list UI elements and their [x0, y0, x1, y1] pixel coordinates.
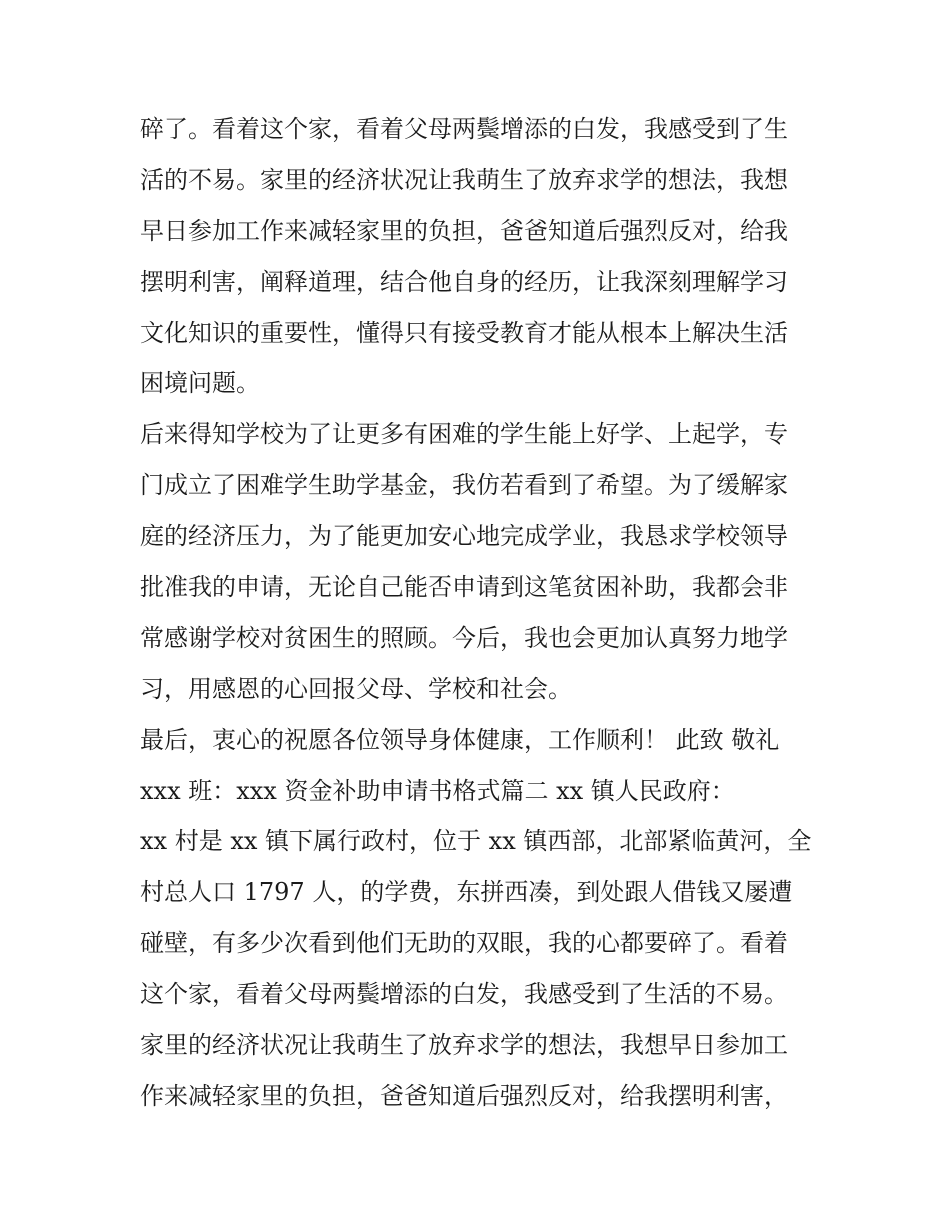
text-line: 碰壁，有多少次看到他们无助的双眼，我的心都要碎了。看着 [140, 929, 788, 958]
document-body [140, 104, 820, 1122]
text-line: 活的不易。家里的经济状况让我萌生了放弃求学的想法，我想 [140, 165, 788, 194]
text-line: 常感谢学校对贫困生的照顾。今后，我也会更加认真努力地学 [140, 623, 788, 652]
text-line: 困境问题。 [140, 369, 260, 398]
text-line: 庭的经济压力，为了能更加安心地完成学业，我恳求学校领导 [140, 522, 788, 551]
text-line: xxx 班：xxx 资金补助申请书格式篇二 xx 镇人民政府： [140, 776, 735, 805]
text-line: 文化知识的重要性，懂得只有接受教育才能从根本上解决生活 [140, 318, 788, 347]
text-line: 习，用感恩的心回报父母、学校和社会。 [140, 674, 572, 703]
text-line: 早日参加工作来减轻家里的负担，爸爸知道后强烈反对，给我 [140, 216, 788, 245]
text-line: 批准我的申请，无论自己能否申请到这笔贫困补助，我都会非 [140, 573, 788, 602]
text-line: 摆明利害，阐释道理，结合他自身的经历，让我深刻理解学习 [140, 267, 788, 296]
text-line: 这个家，看着父母两鬓增添的白发，我感受到了生活的不易。 [140, 980, 788, 1009]
text-line: 村总人口 1797 人，的学费，东拼西凑，到处跟人借钱又屡遭 [140, 878, 793, 907]
text-line: xx 村是 xx 镇下属行政村，位于 xx 镇西部，北部紧临黄河，全 [140, 827, 812, 856]
text-line: 作来减轻家里的负担，爸爸知道后强烈反对，给我摆明利害， [140, 1081, 788, 1110]
text-line: 家里的经济状况让我萌生了放弃求学的想法，我想早日参加工 [140, 1031, 788, 1060]
text-line: 门成立了困难学生助学基金，我仿若看到了希望。为了缓解家 [140, 471, 788, 500]
text-line: 最后，衷心的祝愿各位领导身体健康，工作顺利！ 此致 敬礼 [140, 725, 780, 754]
text-line: 碎了。看着这个家，看着父母两鬓增添的白发，我感受到了生 [140, 115, 788, 143]
text-line: 后来得知学校为了让更多有困难的学生能上好学、上起学，专 [140, 420, 788, 449]
